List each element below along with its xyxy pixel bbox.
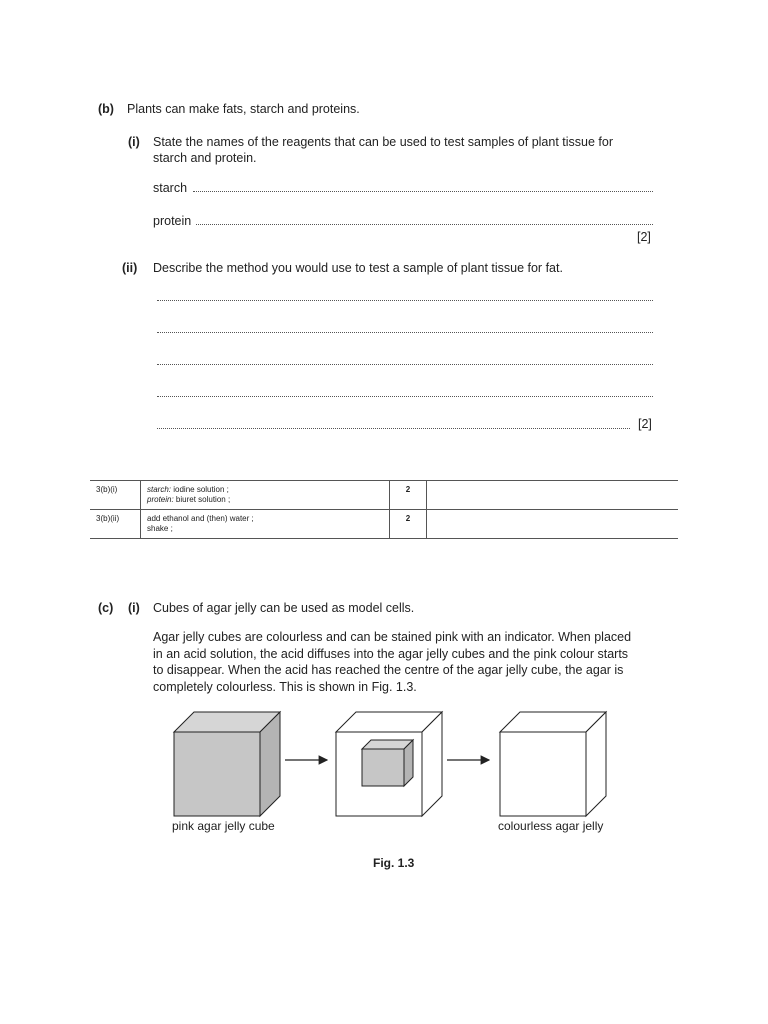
protein-answer-line[interactable] [196, 224, 653, 225]
answer-line-3[interactable] [157, 364, 653, 365]
guidance-cell [427, 481, 679, 510]
table-row [90, 481, 678, 510]
protein-label: protein [153, 214, 192, 228]
paragraph-line: Agar jelly cubes are colourless and can be stained pink with an indicator. When placed [153, 630, 632, 644]
marks-b-i: [2] [637, 230, 651, 244]
answer-cell [141, 510, 390, 539]
mark-scheme-table [90, 480, 678, 539]
answer-line-5[interactable] [157, 428, 630, 429]
answer-label: starch: [147, 485, 172, 494]
answer-line-2[interactable] [157, 332, 653, 333]
paragraph-line: completely colourless. This is shown in Fig. 1.3. [153, 679, 417, 694]
fig-1-3-diagram [150, 700, 630, 820]
answer-text: iodine solution ; [171, 485, 229, 494]
starch-label: starch [153, 181, 188, 195]
question-b-i-label: (i) [128, 135, 140, 149]
marks-cell: 2 [390, 510, 427, 539]
pink-cube [174, 712, 280, 816]
figure-label: Fig. 1.3 [373, 856, 415, 870]
marks-b-ii: [2] [638, 417, 652, 431]
question-b-ii-label: (ii) [122, 261, 138, 275]
question-b-i-text: State the names of the reagents that can be used to test samples of plant tissue for [153, 135, 613, 149]
partially-stained-cube [336, 712, 442, 816]
answer-line-1[interactable] [157, 300, 653, 301]
part-c-intro: Cubes of agar jelly can be used as model cells. [153, 601, 415, 615]
part-c-label: (c) [98, 601, 114, 615]
guidance-cell [427, 510, 679, 539]
answer-text: add ethanol and (then) water ; [147, 514, 254, 523]
answer-text: shake ; [147, 524, 173, 533]
question-b-ii-text: Describe the method you would use to test a sample of plant tissue for fat. [153, 261, 563, 275]
answer-text: biuret solution ; [173, 495, 231, 504]
answer-cell [141, 481, 390, 510]
part-b-stem: Plants can make fats, starch and proteins. [127, 102, 360, 116]
question-b-i-text-cont: starch and protein. [153, 151, 257, 165]
answer-line-4[interactable] [157, 396, 653, 397]
table-row [90, 510, 678, 539]
paragraph-line: in an acid solution, the acid diffuses into the agar jelly cubes and the pink colour starts [153, 646, 629, 661]
part-c-paragraph [153, 629, 631, 695]
question-ref: 3(b)(i) [90, 481, 141, 510]
question-ref: 3(b)(ii) [90, 510, 141, 539]
starch-answer-line[interactable] [193, 191, 653, 192]
paragraph-line: to disappear. When the acid has reached the centre of the agar jelly cube, the agar is [153, 663, 624, 677]
right-caption: colourless agar jelly [498, 819, 604, 833]
question-c-i-label: (i) [128, 601, 140, 615]
answer-label: protein: [147, 495, 174, 504]
left-caption: pink agar jelly cube [172, 819, 275, 833]
colourless-cube [500, 712, 606, 816]
part-b-label: (b) [98, 102, 114, 116]
marks-cell: 2 [390, 481, 427, 510]
